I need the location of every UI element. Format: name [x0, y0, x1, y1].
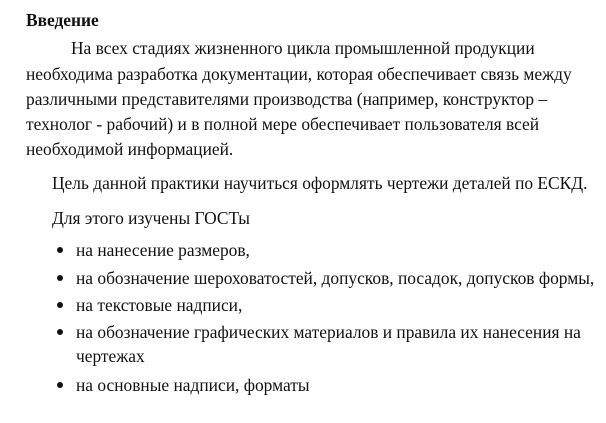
bullet-icon [57, 275, 63, 281]
bullet-icon [57, 382, 63, 388]
bullet-text: на основные надписи, форматы [76, 375, 310, 395]
bullet-text: на нанесение размеров, [76, 240, 250, 260]
bullet-icon [57, 302, 63, 308]
bullet-text: на текстовые надписи, [76, 295, 243, 315]
bullet-icon [57, 329, 63, 335]
goal-sentence: Цель данной практики научиться оформлять чертежи деталей по ЕСКД. [52, 173, 588, 193]
bullet-text: на обозначение графических материалов и правила их нанесения на [76, 322, 581, 342]
intro-line-5: необходимой информацией. [26, 139, 234, 159]
intro-line-1: На всех стадиях жизненного цикла промышленной продукции [71, 38, 535, 58]
study-intro: Для этого изучены ГОСТы [52, 208, 250, 228]
bullet-icon [57, 247, 63, 253]
intro-line-3: различными представителями производства (например, конструктор – [26, 89, 548, 109]
intro-line-4: технолог - рабочий) и в полной мере обеспечивает пользователя всей [26, 114, 540, 134]
intro-line-2: необходима разработка документации, которая обеспечивает связь между [26, 64, 572, 84]
bullet-text-continued: чертежах [76, 346, 145, 366]
section-heading: Введение [26, 10, 99, 30]
bullet-text: на обозначение шероховатостей, допусков, посадок, допусков формы, [76, 268, 595, 288]
